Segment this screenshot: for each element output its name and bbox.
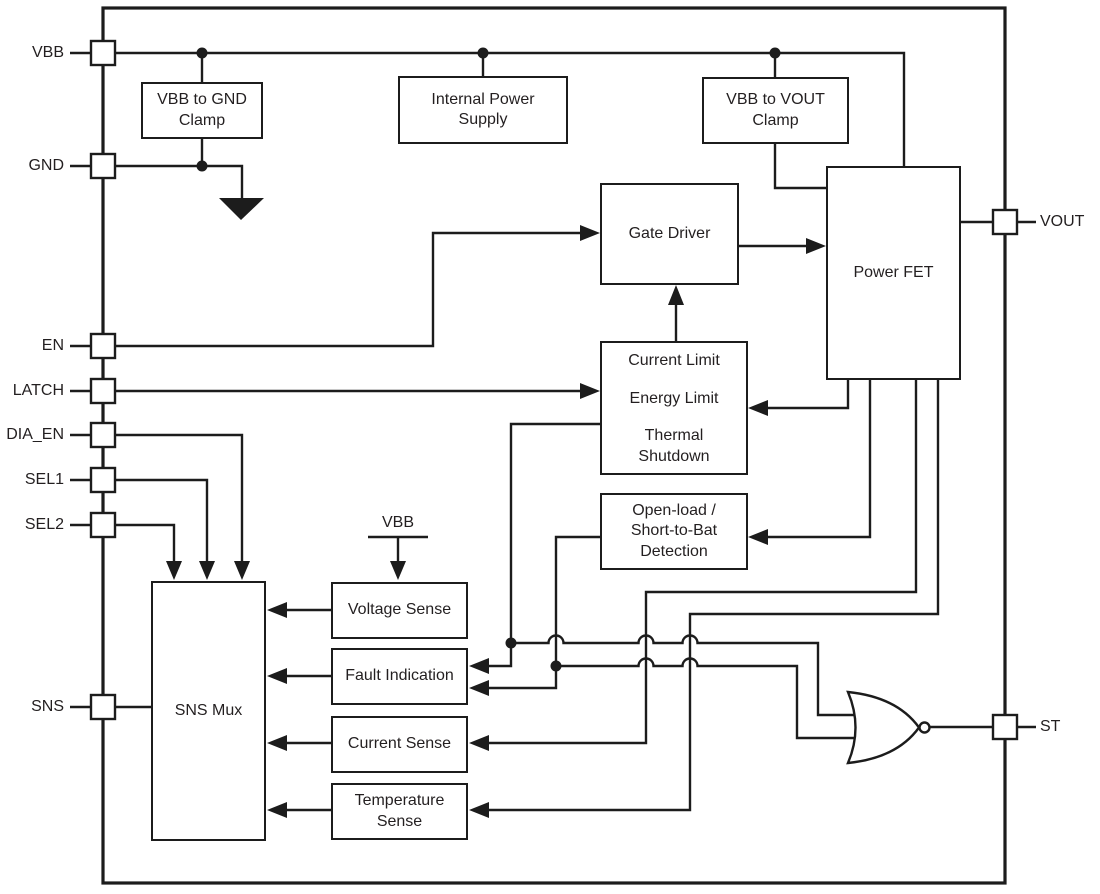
- block-power-fet: [826, 166, 961, 380]
- block-label: Internal Power: [431, 90, 535, 108]
- arrowhead-gatedriver-fet: [806, 238, 826, 254]
- wire-fet-to-openload: [766, 379, 870, 537]
- ground-icon: [219, 198, 264, 220]
- arrowhead-sel2-mux: [166, 561, 182, 580]
- vbb-rail-label: VBB: [381, 514, 414, 531]
- arrowhead-temperature-sense: [469, 802, 489, 818]
- block-sns-mux: [151, 581, 266, 841]
- junction-dot: [197, 161, 208, 172]
- arrowhead-voltage-mux: [267, 602, 287, 618]
- block-label: Voltage Sense: [347, 601, 452, 619]
- junction-dot: [478, 48, 489, 59]
- wire-nor-input-lower: [556, 659, 858, 739]
- block-label: Sense: [376, 812, 423, 830]
- arrowhead-current-mux: [267, 735, 287, 751]
- junction-dot: [551, 661, 562, 672]
- block-vbb-to-gnd-clamp: [141, 82, 263, 139]
- block-gate-driver: [600, 183, 739, 285]
- arrowhead-fault-lower: [469, 680, 489, 696]
- pin-label-sel2: SEL2: [24, 516, 64, 533]
- pin-label-en: EN: [41, 337, 64, 354]
- pin-square-sns: [91, 695, 115, 719]
- pin-square-st: [993, 715, 1017, 739]
- pin-label-vbb: VBB: [31, 44, 64, 61]
- arrowhead-en-gatedriver: [580, 225, 600, 241]
- block-protection: [600, 341, 748, 475]
- pin-square-gnd: [91, 154, 115, 178]
- block-label: Energy Limit: [629, 389, 719, 407]
- wire-dia-en: [103, 435, 242, 561]
- junction-dot: [770, 48, 781, 59]
- inverter-bubble-icon: [920, 723, 930, 733]
- arrowhead-protection-gatedriver: [668, 285, 684, 305]
- pin-square-latch: [91, 379, 115, 403]
- block-label: Clamp: [752, 111, 799, 129]
- pin-square-vbb: [91, 41, 115, 65]
- block-label: Current Limit: [628, 352, 720, 369]
- wire-clamp-to-fet: [775, 144, 826, 188]
- arrowhead-temperature-mux: [267, 802, 287, 818]
- block-label: Current Sense: [347, 735, 452, 753]
- wire-to-ground-symbol: [202, 166, 242, 198]
- arrowhead-current-sense: [469, 735, 489, 751]
- block-label: Clamp: [178, 111, 226, 129]
- block-vbb-to-vout-clamp: [702, 77, 849, 144]
- block-label: VBB to VOUT: [726, 91, 825, 109]
- block-internal-power-supply: [398, 76, 568, 144]
- arrowhead-dia-en-mux: [234, 561, 250, 580]
- junction-dot: [506, 638, 517, 649]
- block-label: Open-load /: [632, 501, 716, 519]
- arrowhead-energy-limit: [748, 400, 768, 416]
- arrowhead-openload: [748, 529, 768, 545]
- pin-square-sel2: [91, 513, 115, 537]
- arrowhead-fault-mux: [267, 668, 287, 684]
- block-label: Short-to-Bat: [630, 522, 718, 540]
- block-open-load-detection: [600, 493, 748, 570]
- wire-protection-status: [486, 424, 600, 666]
- wire-fet-to-energy-limit: [766, 379, 848, 408]
- wire-en: [103, 233, 581, 346]
- pin-square-dia-en: [91, 423, 115, 447]
- pin-label-gnd: GND: [28, 157, 64, 174]
- arrowhead-fault-upper: [469, 658, 489, 674]
- pin-label-dia-en: DIA_EN: [6, 426, 64, 443]
- block-label: Thermal Shutdown: [638, 427, 710, 465]
- pin-square-en: [91, 334, 115, 358]
- block-fault-indication: [331, 648, 468, 705]
- wire-sel1: [103, 480, 207, 561]
- block-label: Gate Driver: [628, 224, 711, 242]
- block-label: Temperature: [354, 792, 445, 810]
- wire-nor-input-upper: [511, 636, 858, 716]
- pin-square-vout: [993, 210, 1017, 234]
- arrowhead-sel1-mux: [199, 561, 215, 580]
- block-current-sense: [331, 716, 468, 773]
- block-label: Supply: [458, 111, 508, 128]
- block-label: VBB to GND: [157, 91, 247, 109]
- arrowhead-latch: [580, 383, 600, 399]
- junction-dot: [197, 48, 208, 59]
- nor-gate-icon: [848, 692, 930, 763]
- pin-square-sel1: [91, 468, 115, 492]
- block-label: Fault Indication: [345, 667, 454, 685]
- block-label: SNS Mux: [174, 701, 243, 719]
- block-label: Detection: [640, 542, 708, 560]
- pin-label-st: ST: [1040, 718, 1061, 735]
- pin-label-vout: VOUT: [1040, 213, 1085, 230]
- vbb-rail-icon: [368, 537, 428, 580]
- pin-label-latch: LATCH: [12, 382, 64, 399]
- pin-label-sel1: SEL1: [24, 471, 64, 488]
- block-temperature-sense: [331, 783, 468, 840]
- pin-label-sns: SNS: [31, 698, 64, 715]
- block-voltage-sense: [331, 582, 468, 639]
- block-label: Power FET: [853, 263, 934, 281]
